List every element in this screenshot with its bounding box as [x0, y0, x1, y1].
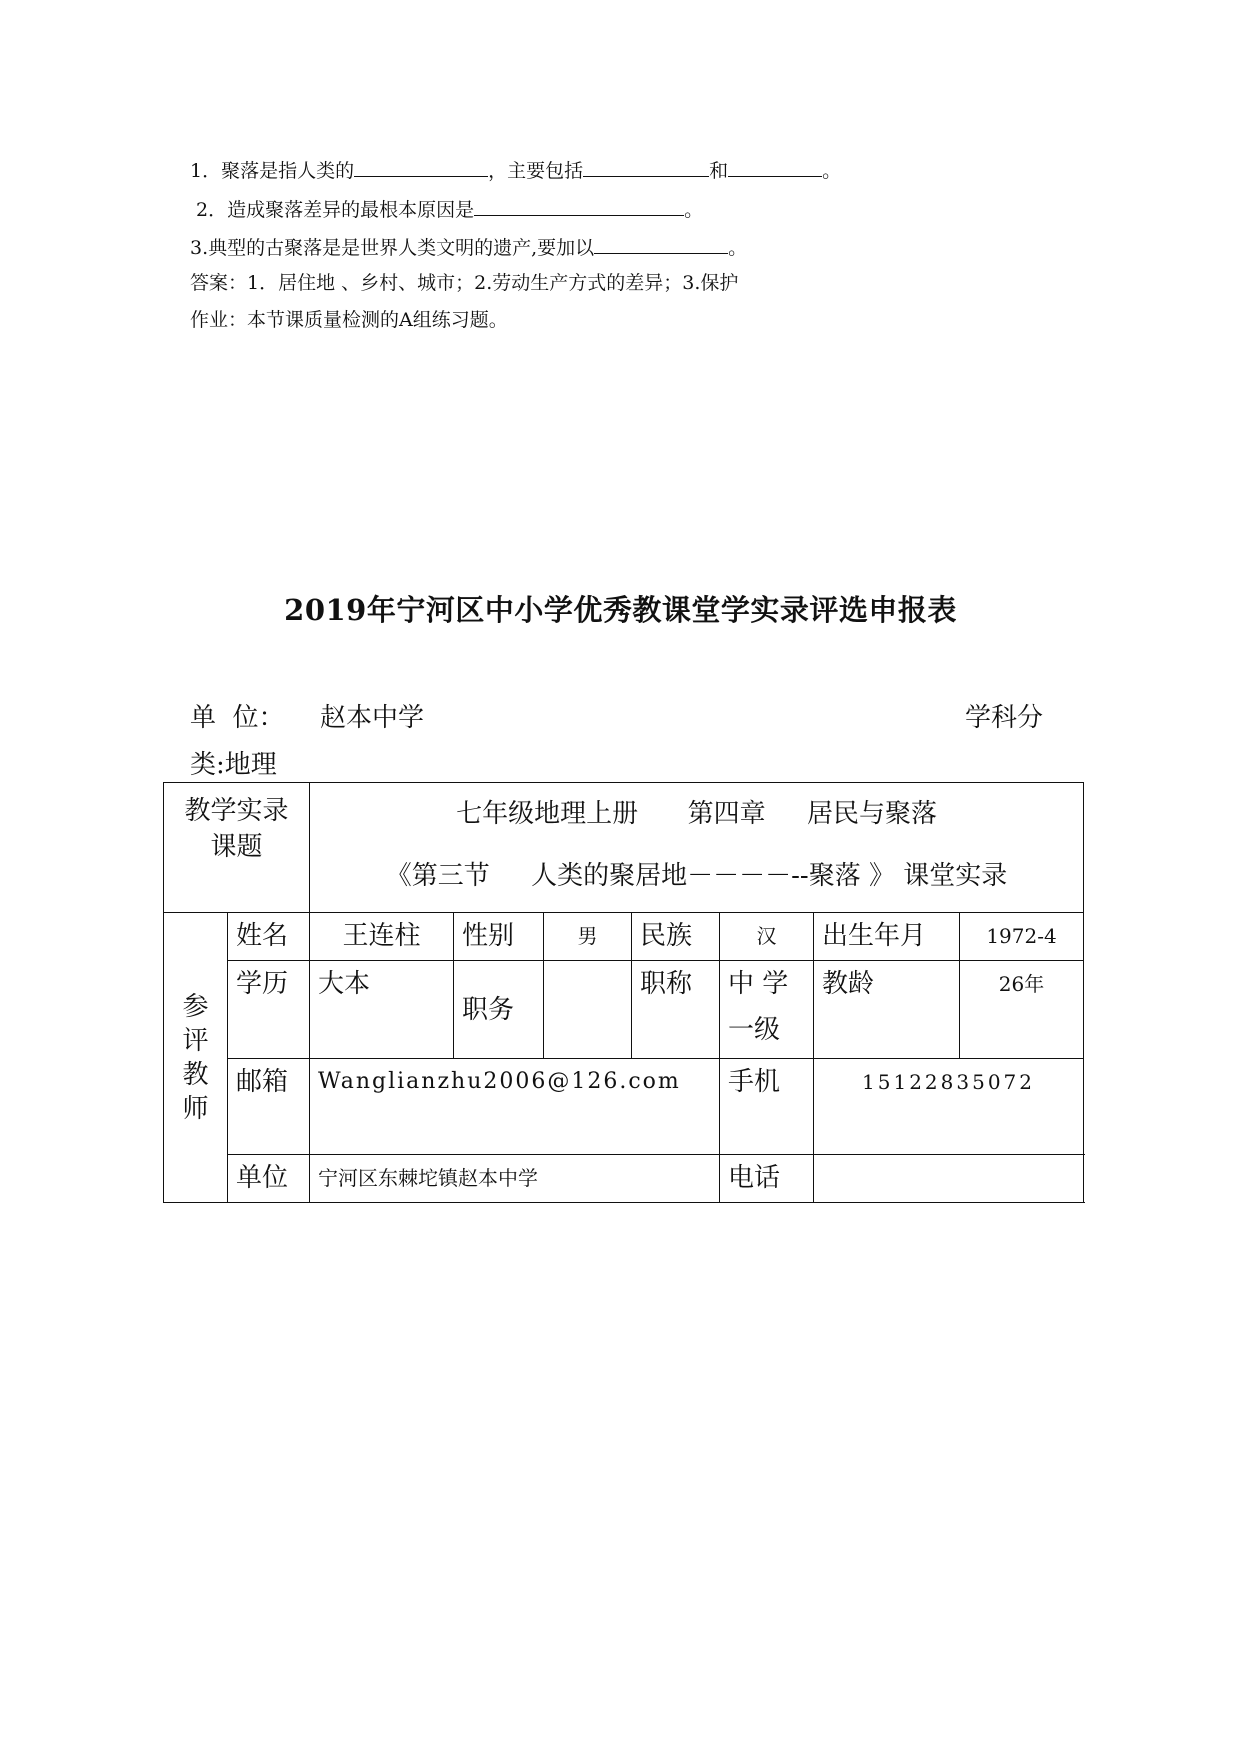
blank-1c [728, 158, 822, 177]
application-table [163, 782, 1084, 1203]
teaching-age-label: 教龄 [814, 961, 960, 1059]
gender-label: 性别 [454, 913, 544, 961]
subject-label: 学科分 [965, 703, 1044, 733]
name-value: 王连柱 [310, 913, 454, 961]
gender-value: 男 [544, 913, 632, 961]
answer-line: 答案：1．居住地 、乡村、城市；2.劳动生产方式的差异；3.保护 [190, 272, 739, 294]
email-value: Wanglianzhu2006@126.com [310, 1059, 720, 1155]
homework-line: 作业：本节课质量检测的A组练习题。 [190, 309, 508, 331]
mobile-label: 手机 [720, 1059, 814, 1155]
blank-1a [354, 158, 488, 177]
teacher-label: 参评教师 [164, 913, 228, 1203]
position-value [544, 961, 632, 1059]
question-2: 2．造成聚落差异的最根本原因是 。 [196, 199, 704, 221]
topic-value [310, 783, 1084, 913]
ethnic-value: 汉 [720, 913, 814, 961]
work-unit-label: 单位 [228, 1155, 310, 1203]
question-3: 3.典型的古聚落是是世界人类文明的遗产,要加以 。 [190, 237, 748, 259]
telephone-value [814, 1155, 1084, 1203]
position-label: 职务 [454, 961, 544, 1059]
telephone-label: 电话 [720, 1155, 814, 1203]
question-1: 1．聚落是指人类的 ，主要包括 和 。 [190, 160, 842, 182]
blank-1b [583, 158, 709, 177]
ethnic-label: 民族 [632, 913, 720, 961]
topic-line-1: 七年级地理上册 第四章 居民与聚落 [456, 799, 937, 829]
unit-value: 赵本中学 [320, 703, 425, 733]
topic-line-2: 《第三节 人类的聚居地－－－－--聚落 》 课堂实录 [385, 861, 1008, 891]
topic-label: 教学实录课题 [164, 783, 310, 913]
subject-value: 类:地理 [190, 750, 277, 780]
birth-value: 1972-4 [960, 913, 1084, 961]
email-label: 邮箱 [228, 1059, 310, 1155]
teaching-age-value: 26年 [960, 961, 1084, 1059]
education-label: 学历 [228, 961, 310, 1059]
work-unit-value: 宁河区东棘坨镇赵本中学 [310, 1155, 720, 1203]
name-label: 姓名 [228, 913, 310, 961]
blank-2 [474, 197, 684, 216]
birth-label: 出生年月 [814, 913, 960, 961]
form-title: 2019年宁河区中小学优秀教课堂学实录评选申报表 [284, 593, 957, 627]
education-value: 大本 [310, 961, 454, 1059]
blank-3 [594, 235, 728, 254]
title-value: 中 学一级 [720, 961, 814, 1059]
mobile-value: 15122835072 [814, 1059, 1084, 1155]
unit-label: 单 位： [190, 703, 285, 733]
title-label: 职称 [632, 961, 720, 1059]
